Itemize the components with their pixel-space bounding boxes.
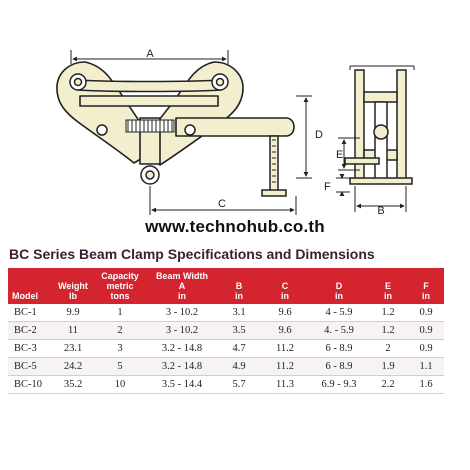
table-cell: 6 - 8.9: [310, 340, 368, 358]
column-header-line: in: [422, 291, 430, 301]
table-cell: 0.9: [408, 304, 444, 322]
dimension-d: [296, 96, 312, 178]
column-header-line: A: [178, 281, 186, 291]
column-header-line: B: [235, 281, 243, 291]
table-cell: 1.6: [408, 376, 444, 394]
column-header-line: in: [335, 291, 343, 301]
table-cell: 0.9: [408, 322, 444, 340]
column-header: [260, 268, 310, 304]
table-row: [8, 376, 444, 394]
table-cell: 3.2 - 14.8: [146, 358, 218, 376]
column-header-line: lb: [69, 291, 77, 301]
clamp-front-view: [57, 62, 294, 165]
table-cell: 11.2: [260, 358, 310, 376]
table-cell: 9.9: [52, 304, 94, 322]
spec-title: BC Series Beam Clamp Specifications and Dimensions: [9, 246, 375, 262]
table-cell: BC-2: [8, 322, 52, 340]
column-header: [310, 268, 368, 304]
table-cell: 1: [94, 304, 146, 322]
table-cell: 3 - 10.2: [146, 304, 218, 322]
website-url: www.technohub.co.th: [145, 217, 325, 236]
column-header-line: C: [281, 281, 289, 291]
table-cell: 3.5 - 14.4: [146, 376, 218, 394]
table-cell: 11: [52, 322, 94, 340]
table-row: [8, 304, 444, 322]
table-cell: 2: [368, 340, 408, 358]
column-header-line: in: [235, 291, 243, 301]
table-cell: 10: [94, 376, 146, 394]
table-row: [8, 358, 444, 376]
table-cell: 5.7: [218, 376, 260, 394]
column-header: [94, 268, 146, 304]
table-cell: 1.9: [368, 358, 408, 376]
table-cell: 3.2 - 14.8: [146, 340, 218, 358]
column-header: [146, 268, 218, 304]
table-cell: 35.2: [52, 376, 94, 394]
table-cell: 3.1: [218, 304, 260, 322]
column-header: [52, 268, 94, 304]
table-cell: BC-5: [8, 358, 52, 376]
table-cell: 4.7: [218, 340, 260, 358]
column-header-line: Capacity: [101, 271, 139, 281]
beam-clamp-diagram: [0, 0, 470, 215]
table-cell: 4.9: [218, 358, 260, 376]
dim-label-f: F: [324, 181, 331, 193]
dim-label-d: D: [315, 129, 323, 141]
column-header: [8, 268, 52, 304]
clamp-side-view: [345, 70, 412, 184]
spec-table-header: [8, 268, 444, 304]
column-header-line: metric: [106, 281, 134, 291]
table-row: [8, 340, 444, 358]
dim-label-b: B: [377, 205, 385, 215]
dimension-f: [336, 174, 350, 196]
column-header: [218, 268, 260, 304]
table-cell: BC-10: [8, 376, 52, 394]
table-cell: 1.2: [368, 322, 408, 340]
spec-table: [8, 268, 444, 394]
table-cell: BC-3: [8, 340, 52, 358]
table-cell: 4 - 5.9: [310, 304, 368, 322]
table-cell: 9.6: [260, 322, 310, 340]
spec-table-body: [8, 304, 444, 394]
table-row: [8, 322, 444, 340]
table-cell: 3 - 10.2: [146, 322, 218, 340]
column-header-line: in: [281, 291, 289, 301]
table-cell: 24.2: [52, 358, 94, 376]
table-cell: 3: [94, 340, 146, 358]
table-cell: 6.9 - 9.3: [310, 376, 368, 394]
column-header-line: Weight: [58, 281, 88, 291]
table-cell: 1.2: [368, 304, 408, 322]
column-header-line: E: [384, 281, 391, 291]
column-header-line: tons: [110, 291, 130, 301]
table-cell: BC-1: [8, 304, 52, 322]
column-header-line: D: [335, 281, 343, 291]
table-cell: 6 - 8.9: [310, 358, 368, 376]
column-header: [368, 268, 408, 304]
table-cell: 23.1: [52, 340, 94, 358]
dim-label-a: A: [146, 48, 154, 60]
table-cell: 5: [94, 358, 146, 376]
column-header-line: Model: [12, 291, 38, 301]
table-cell: 11.3: [260, 376, 310, 394]
dim-label-e: E: [336, 149, 344, 161]
table-cell: 9.6: [260, 304, 310, 322]
column-header-line: in: [178, 291, 186, 301]
table-cell: 1.1: [408, 358, 444, 376]
column-header-line: F: [423, 281, 429, 291]
table-cell: 11.2: [260, 340, 310, 358]
table-cell: 2.2: [368, 376, 408, 394]
table-cell: 0.9: [408, 340, 444, 358]
column-header-line: Beam Width: [156, 271, 208, 281]
column-header-line: in: [384, 291, 392, 301]
dim-label-c: C: [218, 198, 226, 210]
table-cell: 2: [94, 322, 146, 340]
table-cell: 3.5: [218, 322, 260, 340]
column-header: [408, 268, 444, 304]
table-cell: 4. - 5.9: [310, 322, 368, 340]
